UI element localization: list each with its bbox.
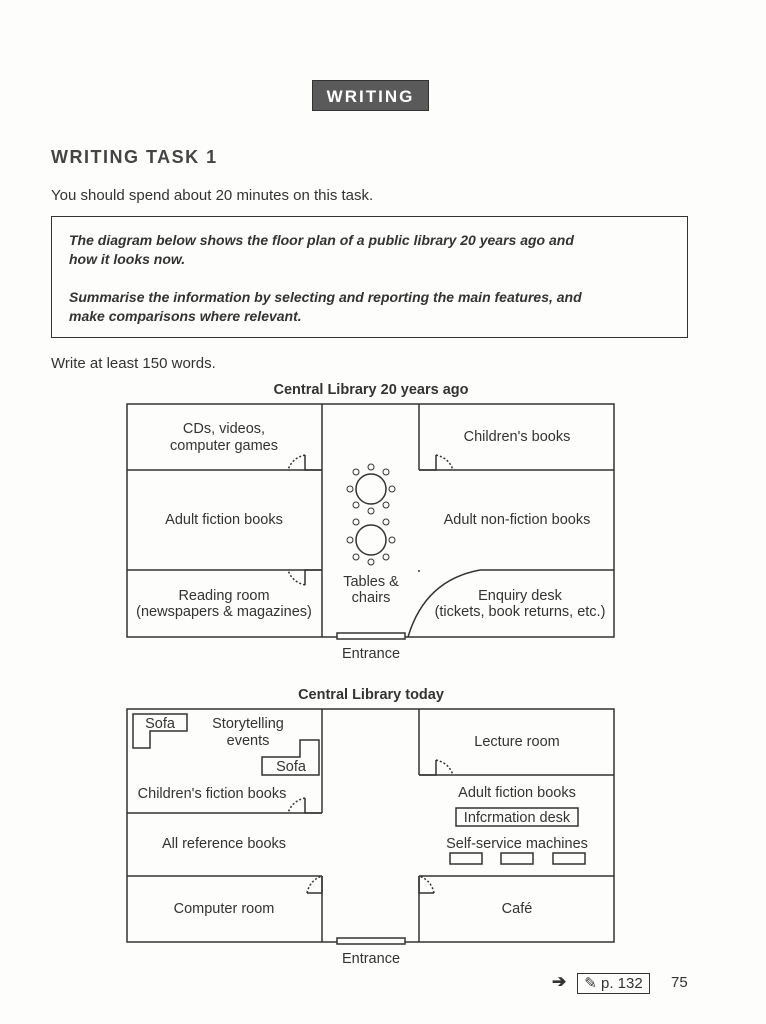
today-sofa-2: Sofa	[276, 759, 306, 775]
prompt-line-2: how it looks now.	[69, 251, 186, 267]
past-room-cds-2: computer games	[170, 438, 278, 454]
today-room-reference: All reference books	[161, 836, 287, 852]
time-instruction: You should spend about 20 minutes on this task.	[51, 187, 374, 204]
past-room-reading-1: Reading room	[178, 588, 270, 604]
word-count-instruction: Write at least 150 words.	[51, 355, 216, 372]
prompt-line-3: Summarise the information by selecting and reporting the main features, and	[69, 289, 582, 305]
today-room-adult-fiction: Adult fiction books	[458, 785, 576, 801]
past-room-adult-nonfiction: Adult non-fiction books	[443, 512, 591, 528]
past-room-cds-1: CDs, videos,	[182, 421, 266, 437]
arrow-right-icon: ➔	[552, 972, 567, 991]
today-room-cafe: Café	[501, 901, 533, 917]
today-plan-title: Central Library today	[298, 687, 444, 703]
past-entrance: Entrance	[341, 646, 401, 662]
today-room-lecture: Lecture room	[474, 734, 560, 750]
past-room-children: Children's books	[463, 429, 571, 445]
past-plan-title: Central Library 20 years ago	[273, 382, 469, 398]
today-info-desk: Infcrmation desk	[463, 810, 571, 826]
page-number: 75	[671, 974, 688, 991]
today-self-service: Self-service machines	[446, 836, 588, 852]
prompt-line-4: make comparisons where relevant.	[69, 308, 302, 324]
past-room-enquiry-2: (tickets, book returns, etc.)	[434, 604, 606, 620]
today-room-storytelling-1: Storytelling	[212, 716, 284, 732]
past-tables-2: chairs	[351, 590, 391, 606]
section-badge: WRITING	[312, 80, 429, 111]
page-reference-link[interactable]: ✎ p. 132	[577, 973, 650, 994]
task-title: WRITING TASK 1	[51, 147, 218, 167]
today-room-children-fiction: Children's fiction books	[137, 786, 287, 802]
today-room-storytelling-2: events	[226, 733, 270, 749]
today-entrance: Entrance	[341, 951, 401, 967]
prompt-line-1: The diagram below shows the floor plan of a public library 20 years ago and	[69, 232, 574, 248]
past-room-reading-2: (newspapers & magazines)	[136, 604, 312, 620]
past-room-enquiry-1: Enquiry desk	[478, 588, 562, 604]
past-room-adult-fiction: Adult fiction books	[165, 512, 283, 528]
past-tables-1: Tables &	[343, 574, 399, 590]
today-room-computer: Computer room	[173, 901, 275, 917]
today-sofa-1: Sofa	[145, 716, 175, 732]
